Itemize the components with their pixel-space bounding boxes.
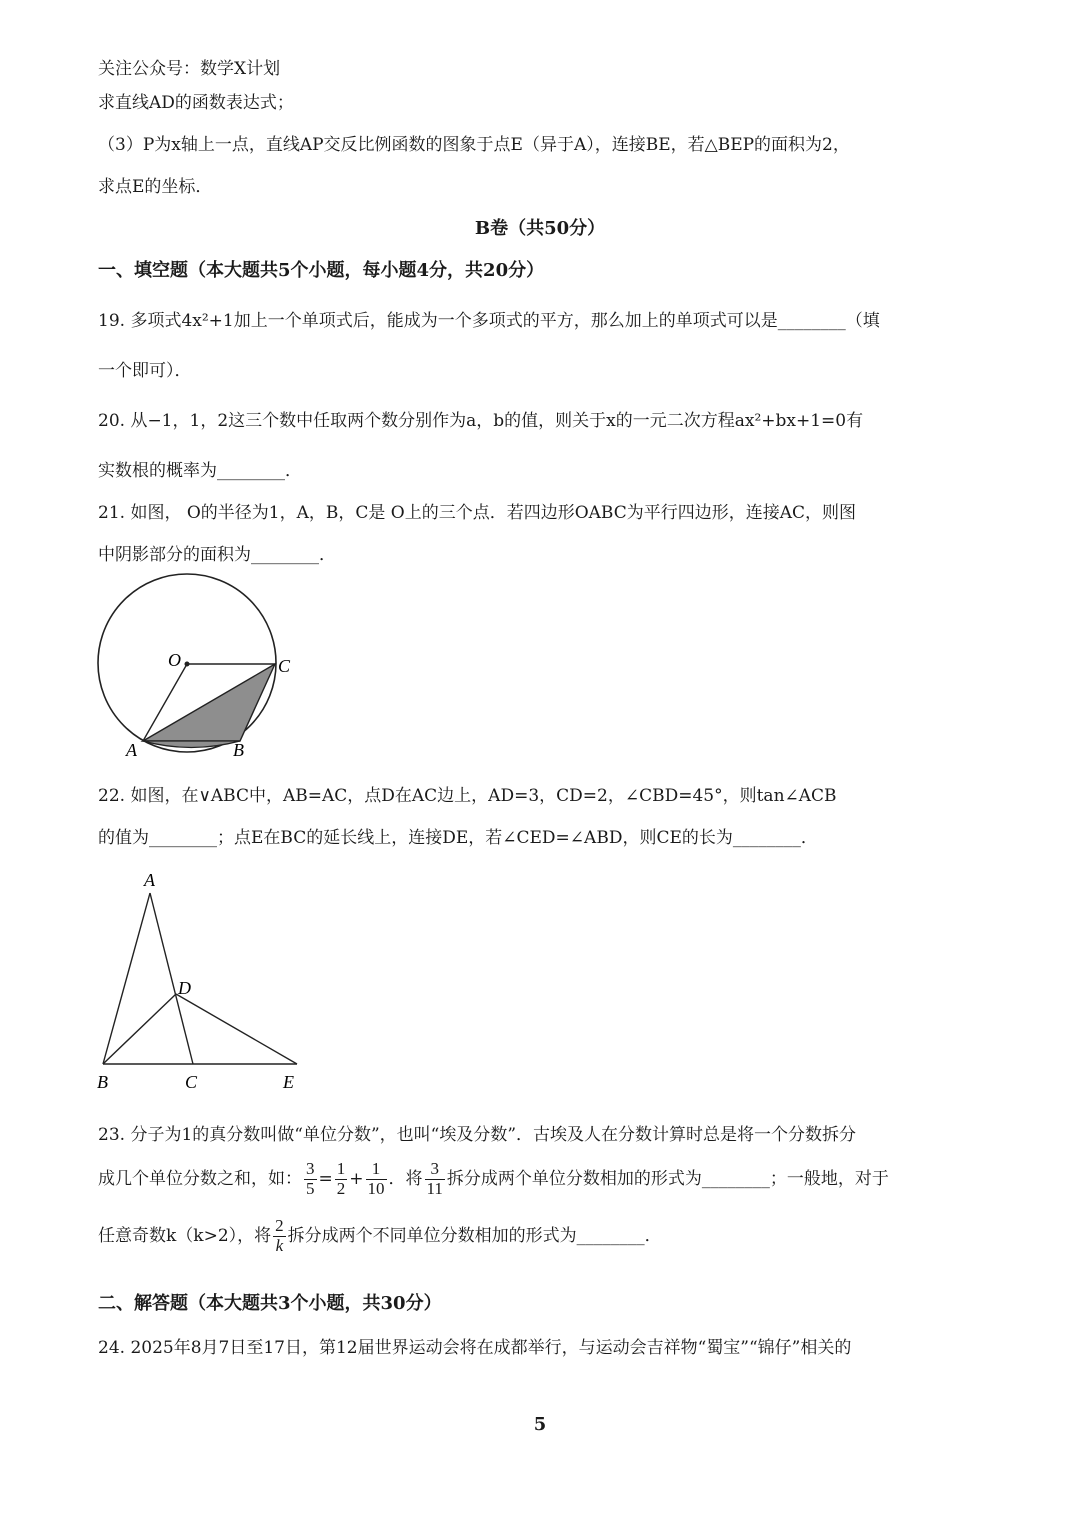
section-b-title: B卷（共50分） [474,218,606,239]
fraction-3-11: $\frac{3}{11}$ [426,1159,443,1198]
plus-sign: + [349,1169,364,1189]
label-A: A [126,740,137,760]
fraction-2-k: $\frac{2}{k}$ [275,1216,284,1255]
q19-line1: 19. 多项式4x²+1加上一个单项式后，能成为一个多项式的平方，那么加上的单项式可以是________（填 [98,311,880,331]
q23-line1: 23. 分子为1的真分数叫做“单位分数”，也叫“埃及分数”．古埃及人在分数计算时总是将一个分数拆分 [98,1125,857,1145]
page-number: 5 [533,1414,547,1435]
q23-line2-c: 拆分成两个单位分数相加的形式为________；一般地，对于 [446,1169,889,1189]
label-B: B [97,1072,108,1092]
q24-line1: 24. 2025年8月7日至17日，第12届世界运动会将在成都举行，与运动会吉祥物“蜀宝”“锦仔”相关的 [98,1338,852,1358]
q23-line2-b: ．将 [388,1169,423,1189]
segment-BD [103,994,176,1064]
q20-line2: 实数根的概率为________． [98,461,302,481]
q23-line3-a: 任意奇数k（k>2），将 [98,1226,272,1246]
q22-line1: 22. 如图，在∨ABC中，AB=AC，点D在AC边上，AD=3，CD=2，∠CBD=45°，则tan∠ACB [98,786,837,806]
q21-line1: 21. 如图， O的半径为1，A，B，C是 O上的三个点．若四边形OABC为平行四边形，连接AC，则图 [98,503,857,523]
fraction-3-5: $\frac{3}{5}$ [306,1159,315,1198]
q18-part3-line1: （3）P为x轴上一点，直线AP交反比例函数的图象于点E（异于A），连接BE，若△BEP的面积为2， [98,135,850,155]
part2-title: 二、解答题（本大题共3个小题，共30分） [98,1293,442,1314]
label-A: A [144,870,155,890]
q20-line1: 20. 从−1，1，2这三个数中任取两个数分别作为a，b的值，则关于x的一元二次方程ax²+bx+1=0有 [98,411,864,431]
label-B: B [233,740,244,760]
q22-line2: 的值为________；点E在BC的延长线上，连接DE，若∠CED=∠ABD，则CE的长为________． [98,828,818,848]
q21-line2: 中阴影部分的面积为________． [98,545,336,565]
shaded-triangle [143,664,275,741]
segment-AB [103,893,150,1064]
label-E: E [283,1072,294,1092]
q18-part3-line2: 求点E的坐标． [98,177,213,197]
label-C: C [185,1072,198,1092]
center-point [185,662,190,667]
fraction-1-10: $\frac{1}{10}$ [367,1159,385,1198]
part1-title: 一、填空题（本大题共5个小题，每小题4分，共20分） [98,260,545,281]
header-note: 关注公众号：数学X计划 [98,59,281,79]
label-O: O [168,650,181,670]
equals-sign: = [318,1169,333,1189]
q23-line2 [98,1153,889,1205]
q23-line3-b: 拆分成两个不同单位分数相加的形式为________． [287,1226,662,1246]
label-D: D [178,978,191,998]
label-C: C [278,656,291,676]
q23-line3 [98,1210,662,1262]
q18-continuation: 求直线AD的函数表达式； [98,93,294,113]
fraction-1-2: $\frac{1}{2}$ [336,1159,346,1198]
q21-circle-figure [90,572,310,762]
q23-line2-a: 成几个单位分数之和，如： [98,1169,302,1189]
q19-line2: 一个即可）． [98,361,192,381]
q22-triangle-figure [90,866,320,1096]
segment-DE [176,994,297,1064]
